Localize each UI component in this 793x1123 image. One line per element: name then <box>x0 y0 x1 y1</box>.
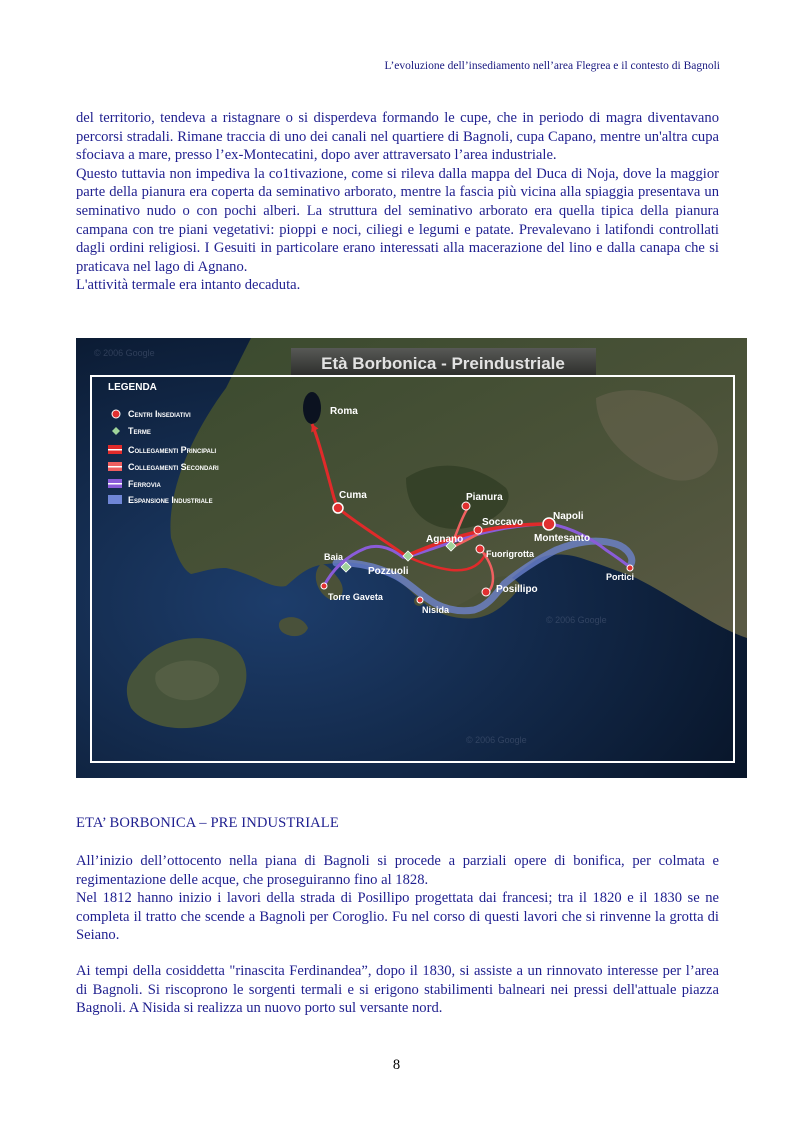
label-fuorigrotta: Fuorigrotta <box>486 549 534 559</box>
paragraph: All’inizio dell’ottocento nella piana di Bagnoli si procede a parziali opere di bonifica, per colmata e regimentazione delle acque, che proseguiranno fino al 1828. <box>76 853 719 888</box>
paragraph: Nel 1812 hanno inizio i lavori della strada di Posillipo progettata dai francesi; tra il 1820 e il 1830 se ne completa il tratto che scende a Bagnoli per Coroglio. Fu nel corso di questi lavori che si rinvenne la grotta di Seiano. <box>76 890 719 944</box>
label-soccavo: Soccavo <box>482 517 524 528</box>
lake <box>303 392 321 424</box>
map-title: Età Borbonica - Preindustriale <box>321 354 565 373</box>
page-number: 8 <box>392 1057 401 1073</box>
legend-item-centri: Centri Insediativi <box>128 409 191 419</box>
legend-item-principali: Collegamenti Principali <box>128 445 217 455</box>
centro-fuorigrotta-icon <box>476 545 484 553</box>
centro-posillipo-icon <box>482 588 490 596</box>
label-agnano: Agnano <box>426 534 464 545</box>
running-header: L’evoluzione dell’insediamento nell’area Flegrea e il contesto di Bagnoli <box>384 60 720 72</box>
label-pianura: Pianura <box>466 492 503 503</box>
centro-cuma-icon <box>333 503 343 513</box>
label-napoli: Napoli <box>553 511 584 522</box>
legend-item-ferrovia: Ferrovia <box>128 479 161 489</box>
intro-text <box>76 109 719 295</box>
label-torre-gaveta: Torre Gaveta <box>328 592 383 602</box>
label-montesanto: Montesanto <box>534 533 591 544</box>
label-portici: Portici <box>606 572 635 582</box>
paragraph: del territorio, tendeva a ristagnare o si disperdeva formando le cupe, che in periodo di magra diventavano percorsi stradali. Rimane traccia di uno dei canali nel quartiere di Bagnoli, cupa Capano, mentre un'altra cupa sfociava a mare, presso l’ex-Montecatini, dopo aver attraversato l’area industriale. <box>76 110 719 164</box>
label-pozzuoli: Pozzuoli <box>368 566 409 577</box>
map-canvas <box>76 338 747 778</box>
paragraph: Ai tempi della cosiddetta "rinascita Ferdinandea”, dopo il 1830, si assiste a un rinnovato interesse per l’area di Bagnoli. Si riscoprono le sorgenti termali e si erigono stabilimenti balneari nei pressi dell'attuale piazza Bagnoli. A Nisida si realizza un nuovo porto sul versante nord. <box>76 963 719 1017</box>
section-heading: ETA’ BORBONICA – PRE INDUSTRIALE <box>76 815 339 831</box>
label-nisida: Nisida <box>422 605 450 615</box>
label-roma: Roma <box>330 406 358 417</box>
centro-torre-gaveta-icon <box>321 583 327 589</box>
centro-portici-icon <box>627 565 633 571</box>
label-posillipo: Posillipo <box>496 584 538 595</box>
legend-item-terme: Terme <box>128 426 151 436</box>
legend-centri-icon <box>112 410 120 418</box>
legend-espansione-icon <box>108 495 122 504</box>
label-cuma: Cuma <box>339 490 367 501</box>
body-text-1 <box>76 852 719 945</box>
legend-title: LEGENDA <box>108 382 157 393</box>
svg-text:© 2006 Google: © 2006 Google <box>546 615 607 625</box>
historic-map-figure <box>76 338 747 778</box>
legend-item-espansione: Espansione Industriale <box>128 495 213 505</box>
centro-pianura-icon <box>462 502 470 510</box>
label-baia: Baia <box>324 552 344 562</box>
paragraph: Questo tuttavia non impediva la co1tivazione, come si rileva dalla mappa del Duca di Noja, dove la maggior parte della pianura era coperta da seminativo arborato, mentre la fascia più vicina alla spiaggia presentava un seminativo nudo o con pochi alberi. La struttura del seminativo arborato era quella tipica della pianura campana con tre piani vegetativi: pioppi e noci, ciliegi e legumi e patate. Prevalevano i latifondi controllati dagli ordini religiosi. I Gesuiti in particolare erano interessati alla macerazione del lino e dalla canapa che si praticava nel lago di Agnano. <box>76 165 719 275</box>
svg-text:© 2006 Google: © 2006 Google <box>466 735 527 745</box>
centro-soccavo-icon <box>474 526 482 534</box>
centro-nisida-icon <box>417 597 423 603</box>
svg-text:© 2006 Google: © 2006 Google <box>94 348 155 358</box>
legend-item-secondari: Collegamenti Secondari <box>128 462 219 472</box>
body-text-2 <box>76 962 719 1018</box>
paragraph: L'attività termale era intanto decaduta. <box>76 277 301 294</box>
